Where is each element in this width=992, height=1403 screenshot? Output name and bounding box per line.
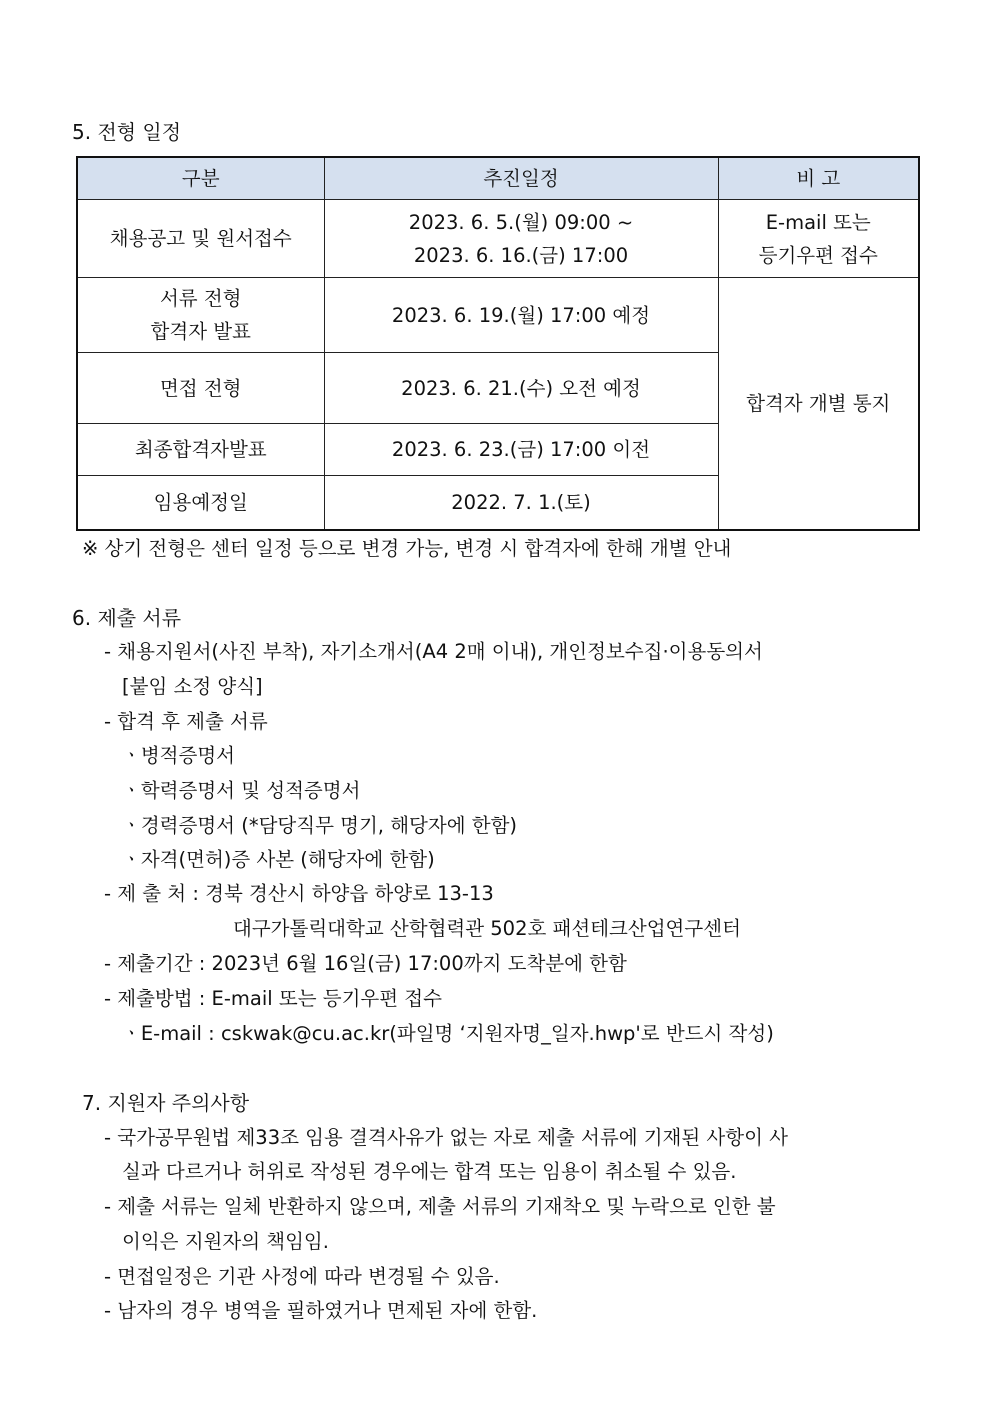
list-item: - 국가공무원법 제33조 임용 결격사유가 없는 자로 제출 서류에 기재된 사항이 사: [104, 1126, 788, 1149]
cell-note: E-mail 또는 등기우편 접수: [718, 200, 919, 278]
sub-list-item: ㆍ경력증명서 (*담당직무 명기, 해당자에 한함): [122, 814, 518, 837]
list-item: - 남자의 경우 병역을 필하였거나 면제된 자에 한함.: [104, 1299, 538, 1322]
cell-category: 채용공고 및 원서접수: [77, 200, 324, 278]
list-item: - 합격 후 제출 서류: [104, 710, 268, 733]
list-item: - 면접일정은 기관 사정에 따라 변경될 수 있음.: [104, 1265, 500, 1288]
list-item: - 채용지원서(사진 부착), 자기소개서(A4 2매 이내), 개인정보수집·이용동의서: [104, 640, 763, 663]
header-category: 구분: [77, 157, 324, 200]
list-item-continuation: 대구가톨릭대학교 산학협력관 502호 패션테크산업연구센터: [233, 917, 741, 940]
cell-schedule: 2023. 6. 21.(수) 오전 예정: [324, 353, 718, 424]
header-note: 비 고: [718, 157, 919, 200]
list-item: - 제출 서류는 일체 반환하지 않으며, 제출 서류의 기재착오 및 누락으로 인한 불: [104, 1195, 776, 1218]
sub-list-item: ㆍ병적증명서: [122, 744, 236, 767]
list-item-continuation: 이익은 지원자의 책임임.: [122, 1230, 329, 1253]
list-item-continuation: 실과 다르거나 허위로 작성된 경우에는 합격 또는 임용이 취소될 수 있음.: [122, 1160, 737, 1183]
sub-list-item: ㆍ자격(면허)증 사본 (해당자에 한함): [122, 848, 435, 871]
section6-title: 6. 제출 서류: [72, 606, 182, 630]
cell-category: 서류 전형 합격자 발표: [77, 278, 324, 353]
header-schedule: 추진일정: [324, 157, 718, 200]
list-item: - 제출기간 : 2023년 6월 16일(금) 17:00까지 도착분에 한함: [104, 952, 627, 975]
cell-category: 임용예정일: [77, 476, 324, 531]
table-header-row: [77, 157, 919, 200]
section5-title: 5. 전형 일정: [72, 120, 182, 144]
table-row: [77, 200, 919, 278]
cell-category: 최종합격자발표: [77, 424, 324, 476]
sub-list-item: ㆍ학력증명서 및 성적증명서: [122, 779, 361, 802]
list-item: - 제출방법 : E-mail 또는 등기우편 접수: [104, 987, 442, 1010]
table-footnote: ※ 상기 전형은 센터 일정 등으로 변경 가능, 변경 시 합격자에 한해 개별 안내: [82, 537, 732, 560]
list-item-continuation: [붙임 소정 양식]: [122, 675, 263, 698]
cell-schedule: 2023. 6. 23.(금) 17:00 이전: [324, 424, 718, 476]
schedule-table: [76, 156, 920, 531]
sub-list-item: ㆍE-mail : cskwak@cu.ac.kr(파일명 ‘지원자명_일자.hwp'로 반드시 작성): [122, 1022, 774, 1045]
table-row: [77, 278, 919, 353]
cell-merged-note: 합격자 개별 통지: [718, 278, 919, 531]
cell-schedule: 2023. 6. 19.(월) 17:00 예정: [324, 278, 718, 353]
cell-schedule: 2022. 7. 1.(토): [324, 476, 718, 531]
cell-schedule: 2023. 6. 5.(월) 09:00 ~ 2023. 6. 16.(금) 17:00: [324, 200, 718, 278]
cell-category: 면접 전형: [77, 353, 324, 424]
section7-title: 7. 지원자 주의사항: [82, 1091, 250, 1115]
list-item: - 제 출 처 : 경북 경산시 하양읍 하양로 13-13: [104, 882, 494, 905]
